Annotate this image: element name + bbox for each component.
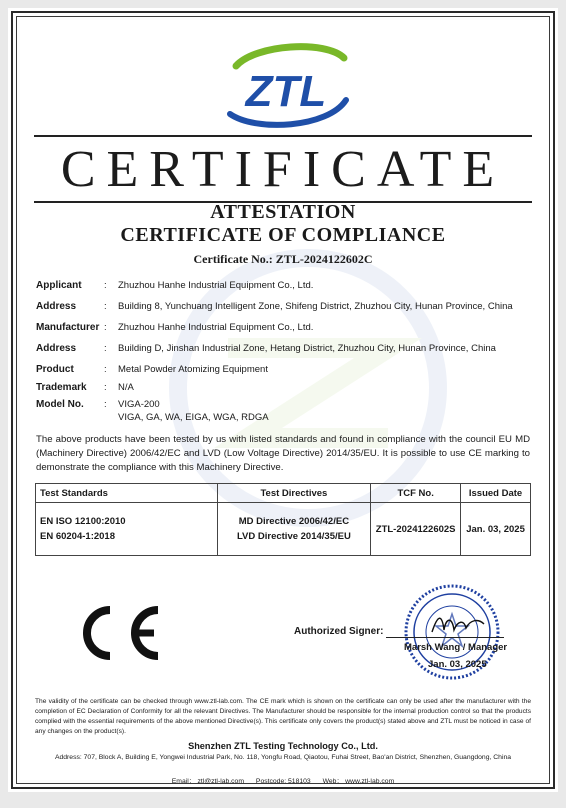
certificate-banner	[34, 135, 532, 203]
header-issued-date: Issued Date	[461, 484, 531, 503]
logo-text: ZTL	[245, 67, 327, 116]
header-test-standards: Test Standards	[36, 484, 218, 503]
standards-cell	[36, 503, 218, 556]
applicant-address-value: Building 8, Yunchuang Intelligent Zone, Shifeng District, Zhuzhou City, Hunan Province, China	[118, 301, 513, 312]
colon: :	[104, 322, 107, 333]
authorized-signer-label: Authorized Signer:	[294, 626, 384, 637]
product-label: Product	[36, 364, 74, 375]
standards-table	[35, 483, 531, 556]
header-tcf-no: TCF No.	[371, 484, 461, 503]
directive-2: LVD Directive 2014/35/EU	[236, 531, 351, 542]
certificate-number: Certificate No.: ZTL-2024122602C	[193, 252, 373, 266]
handwritten-signature-icon	[428, 610, 488, 640]
product-value: Metal Powder Atomizing Equipment	[118, 364, 268, 375]
attestation-heading: ATTESTATION	[210, 201, 356, 223]
company-name: Shenzhen ZTL Testing Technology Co., Ltd.	[188, 741, 378, 751]
colon: :	[104, 382, 107, 393]
colon: :	[104, 301, 107, 312]
company-contact	[8, 775, 558, 785]
trademark-value: N/A	[118, 382, 134, 393]
applicant-label: Applicant	[36, 280, 82, 291]
applicant-value: Zhuzhou Hanhe Industrial Equipment Co., Ltd.	[118, 280, 314, 291]
signer-name: Marsh Wang / Manager	[404, 642, 508, 653]
directives-cell	[217, 503, 371, 556]
tcf-no-cell: ZTL-2024122602S	[371, 503, 461, 556]
manufacturer-address-label: Address	[36, 343, 77, 354]
model-label: Model No.	[36, 399, 84, 410]
contact-email: Email： ztl@ztl-lab.com	[171, 778, 245, 785]
table-row	[36, 503, 531, 556]
colon: :	[104, 343, 107, 354]
manufacturer-value: Zhuzhou Hanhe Industrial Equipment Co., Ltd.	[118, 322, 314, 333]
header-test-directives: Test Directives	[217, 484, 371, 503]
manufacturer-address-value: Building D, Jinshan Industrial Zone, Hetang District, Zhuzhou City, Hunan Province, China	[118, 343, 496, 354]
signature-date: Jan. 03, 2025	[428, 659, 487, 670]
model-value: VIGA-200	[118, 399, 160, 410]
company-address: Address: 707, Block A, Building E, Yongwei Industrial Park, No. 118, Yongfu Road, Qiaotou, Fuhai Street, Bao'an District, Shenzhen, Guangdong, China	[54, 754, 512, 761]
compliance-statement: The above products have been tested by us with listed standards and found in compliance with the council EU MD (Machinery Directive) 2006/42/EC and LVD (Low Voltage Directive) 2014/35/EU. It is possible to use CE marking to demonstrate the compliance with this Machinery Directive.	[36, 434, 530, 473]
issued-date-cell: Jan. 03, 2025	[461, 503, 531, 556]
colon: :	[104, 280, 107, 291]
model-series: VIGA, GA, WA, EIGA, WGA, RDGA	[118, 412, 269, 423]
ce-mark-icon	[70, 602, 166, 664]
certificate-title: CERTIFICATE	[60, 140, 506, 198]
validity-note: The validity of the certificate can be checked through www.ztl-lab.com. The CE mark which is shown on the certificate can only be used after the manufacturer with the completion of EC Declaration of Conformity for all the relevant Directives. The Manufacturer should be responsible for the internal production control so that the products complied with the essential requirements of the above mentioned Directive(s). This certificate only covers the product(s) stated above and ZTL must be noticed in case of any changes on the product(s).	[35, 698, 531, 735]
manufacturer-label: Manufacturer	[36, 322, 100, 333]
standard-2: EN 60204-1:2018	[40, 531, 115, 542]
standard-1: EN ISO 12100:2010	[40, 516, 126, 527]
applicant-address-label: Address	[36, 301, 77, 312]
table-header-row	[36, 484, 531, 503]
trademark-label: Trademark	[36, 382, 87, 393]
certificate-page	[8, 8, 558, 792]
directive-1: MD Directive 2006/42/EC	[238, 516, 350, 527]
contact-postcode: Postcode: 518103	[255, 778, 311, 785]
contact-web: Web： www.ztl-lab.com	[322, 778, 395, 785]
colon: :	[104, 399, 107, 410]
compliance-heading: CERTIFICATE OF COMPLIANCE	[120, 224, 446, 246]
ztl-logo	[216, 36, 356, 132]
colon: :	[104, 364, 107, 375]
